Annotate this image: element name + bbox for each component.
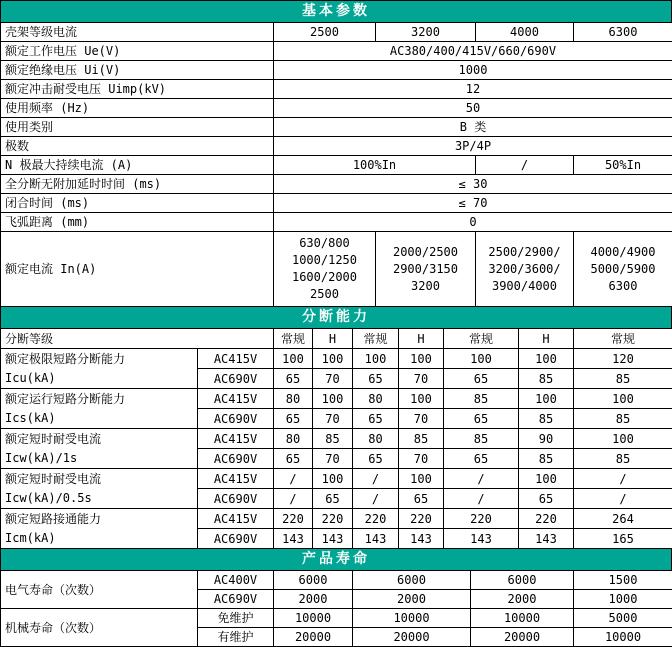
value-line: 1000/1250	[275, 252, 374, 269]
value-cell: 65	[274, 409, 313, 429]
voltage-sub-label: AC690V	[198, 449, 274, 469]
value-cell: 120	[574, 349, 672, 369]
row-label-name: 额定运行短路分断能力	[5, 390, 196, 409]
row-label: 壳架等级电流	[1, 23, 274, 42]
voltage-sub-label: AC400V	[198, 571, 274, 590]
value-cell: 65	[313, 489, 353, 509]
row-label: 使用类别	[1, 118, 274, 137]
value-cell: 70	[399, 369, 444, 389]
row-label: 分断等级	[1, 329, 274, 349]
row-label: 电气寿命（次数）	[1, 571, 198, 609]
value-cell: 70	[313, 409, 353, 429]
table-row	[1, 137, 672, 156]
table-row	[1, 329, 672, 349]
value-cell: 70	[399, 449, 444, 469]
row-label: 额定冲击耐受电压 Uimp(kV)	[1, 80, 274, 99]
value-cell: 10000	[274, 609, 353, 628]
value-cell: 65	[353, 449, 399, 469]
grade-header-cell: 常规	[274, 329, 313, 349]
voltage-sub-label: AC690V	[198, 529, 274, 549]
row-label-code: Icu(kA)	[5, 369, 196, 388]
value-cell: 100	[399, 469, 444, 489]
row-label-name: 额定短路接通能力	[5, 510, 196, 529]
row-label-name: 额定短时耐受电流	[5, 430, 196, 449]
value-cell: 2000	[274, 590, 353, 609]
value-cell: 85	[519, 369, 574, 389]
value-line: 6300	[575, 278, 671, 295]
value-cell	[376, 232, 476, 307]
value-line: 1600/2000	[275, 269, 374, 286]
grade-header-cell: H	[399, 329, 444, 349]
value-cell: 85	[313, 429, 353, 449]
value-cell: 65	[444, 449, 519, 469]
table-row	[1, 61, 672, 80]
value-cell: /	[574, 469, 672, 489]
table-row	[1, 175, 672, 194]
value-cell: 80	[353, 389, 399, 409]
row-label-name: 额定短时耐受电流	[5, 470, 196, 489]
value-cell: 0	[274, 213, 672, 232]
value-cell: /	[574, 489, 672, 509]
value-cell: /	[274, 469, 313, 489]
table-row	[1, 232, 672, 307]
value-cell: ≤ 30	[274, 175, 672, 194]
value-cell: /	[444, 489, 519, 509]
value-cell	[476, 232, 574, 307]
value-cell	[274, 232, 376, 307]
value-cell: 100	[399, 349, 444, 369]
value-line: 3200/3600/	[477, 261, 572, 278]
value-cell: 85	[444, 429, 519, 449]
voltage-sub-label: AC415V	[198, 349, 274, 369]
value-cell: /	[444, 469, 519, 489]
row-label: 闭合时间 (ms)	[1, 194, 274, 213]
value-cell: 85	[574, 409, 672, 429]
basic-params-table	[0, 22, 672, 307]
voltage-sub-label: AC415V	[198, 389, 274, 409]
value-cell: 220	[399, 509, 444, 529]
value-cell: 3P/4P	[274, 137, 672, 156]
value-cell: 85	[519, 449, 574, 469]
grade-header-cell: 常规	[444, 329, 519, 349]
value-line: 3200	[377, 278, 474, 295]
table-row	[1, 80, 672, 99]
maintenance-sub-label: 有维护	[198, 628, 274, 647]
row-label: 使用频率 (Hz)	[1, 99, 274, 118]
value-cell: 100	[313, 349, 353, 369]
row-label-code: Icm(kA)	[5, 529, 196, 548]
row-label	[1, 389, 198, 429]
value-cell: 143	[313, 529, 353, 549]
value-cell: 100	[444, 349, 519, 369]
table-row	[1, 213, 672, 232]
section-header-basic-params: 基本参数	[0, 0, 672, 23]
grade-header-cell: H	[519, 329, 574, 349]
value-cell: 100	[519, 389, 574, 409]
voltage-sub-label: AC415V	[198, 429, 274, 449]
table-row	[1, 194, 672, 213]
value-cell: 100	[574, 389, 672, 409]
value-cell: 143	[399, 529, 444, 549]
row-label	[1, 349, 198, 389]
value-cell: 65	[353, 369, 399, 389]
section-header-product-life: 产品寿命	[0, 548, 672, 571]
voltage-sub-label: AC690V	[198, 590, 274, 609]
value-cell: 80	[274, 389, 313, 409]
value-cell: 70	[313, 369, 353, 389]
value-line: 2000/2500	[377, 244, 474, 261]
row-label: 机械寿命（次数）	[1, 609, 198, 647]
row-label-code: Icw(kA)/0.5s	[5, 489, 196, 508]
value-cell: 65	[399, 489, 444, 509]
value-line: 5000/5900	[575, 261, 671, 278]
value-cell: 20000	[274, 628, 353, 647]
value-cell: 220	[353, 509, 399, 529]
value-cell: 90	[519, 429, 574, 449]
row-label: N 极最大持续电流 (A)	[1, 156, 274, 175]
row-label-code: Ics(kA)	[5, 409, 196, 428]
row-label-name: 额定极限短路分断能力	[5, 350, 196, 369]
value-cell: 65	[444, 369, 519, 389]
value-line: 2500	[275, 286, 374, 303]
value-cell: 12	[274, 80, 672, 99]
value-cell: 6000	[274, 571, 353, 590]
row-label	[1, 509, 198, 549]
value-cell: 5000	[574, 609, 672, 628]
value-cell: 2000	[353, 590, 471, 609]
value-cell: 50	[274, 99, 672, 118]
row-label	[1, 469, 198, 509]
value-cell: 65	[274, 369, 313, 389]
value-cell: /	[476, 156, 574, 175]
value-cell: 65	[444, 409, 519, 429]
grade-header-cell: 常规	[353, 329, 399, 349]
voltage-sub-label: AC690V	[198, 409, 274, 429]
value-cell: /	[274, 489, 313, 509]
value-cell: 100	[519, 349, 574, 369]
value-cell: 85	[444, 389, 519, 409]
maintenance-sub-label: 免维护	[198, 609, 274, 628]
value-cell: 100	[274, 349, 313, 369]
value-cell: 85	[574, 369, 672, 389]
value-cell: 65	[519, 489, 574, 509]
row-label: 额定工作电压 Ue(V)	[1, 42, 274, 61]
row-label: 额定电流 In(A)	[1, 232, 274, 307]
value-cell: 70	[399, 409, 444, 429]
row-label: 飞弧距离 (mm)	[1, 213, 274, 232]
value-cell: 6000	[353, 571, 471, 590]
product-life-table	[0, 570, 672, 647]
value-cell: 165	[574, 529, 672, 549]
grade-header-cell: 常规	[574, 329, 672, 349]
value-cell: 220	[519, 509, 574, 529]
value-cell: 100	[574, 429, 672, 449]
value-cell: 85	[399, 429, 444, 449]
value-cell: 1000	[274, 61, 672, 80]
voltage-sub-label: AC415V	[198, 469, 274, 489]
table-row	[1, 389, 672, 409]
value-cell: 264	[574, 509, 672, 529]
table-row	[1, 23, 672, 42]
value-cell: 1500	[574, 571, 672, 590]
table-row	[1, 429, 672, 449]
breaking-capacity-table	[0, 328, 672, 549]
row-label: 全分断无附加延时时间 (ms)	[1, 175, 274, 194]
value-cell: 100	[399, 389, 444, 409]
value-cell: B 类	[274, 118, 672, 137]
value-cell: /	[353, 469, 399, 489]
value-cell: 6000	[471, 571, 574, 590]
value-cell: 10000	[574, 628, 672, 647]
value-cell: 4000	[476, 23, 574, 42]
grade-header-cell: H	[313, 329, 353, 349]
value-cell: 143	[353, 529, 399, 549]
value-cell: 1000	[574, 590, 672, 609]
value-cell: 143	[519, 529, 574, 549]
value-cell: 220	[274, 509, 313, 529]
value-cell: 80	[353, 429, 399, 449]
value-cell: /	[353, 489, 399, 509]
value-cell: AC380/400/415V/660/690V	[274, 42, 672, 61]
value-cell: 100	[353, 349, 399, 369]
row-label: 额定绝缘电压 Ui(V)	[1, 61, 274, 80]
value-cell: 80	[274, 429, 313, 449]
table-row	[1, 42, 672, 61]
value-line: 3900/4000	[477, 278, 572, 295]
value-cell: ≤ 70	[274, 194, 672, 213]
row-label	[1, 429, 198, 469]
row-label-code: Icw(kA)/1s	[5, 449, 196, 468]
table-row	[1, 349, 672, 369]
table-row	[1, 571, 672, 590]
value-cell	[574, 232, 672, 307]
value-cell: 220	[313, 509, 353, 529]
value-cell: 10000	[471, 609, 574, 628]
table-row	[1, 469, 672, 489]
value-cell: 2000	[471, 590, 574, 609]
section-header-breaking-capacity: 分断能力	[0, 306, 672, 329]
table-row	[1, 99, 672, 118]
value-cell: 100%In	[274, 156, 476, 175]
table-row	[1, 609, 672, 628]
value-cell: 100	[519, 469, 574, 489]
value-cell: 100	[313, 469, 353, 489]
value-cell: 20000	[353, 628, 471, 647]
voltage-sub-label: AC690V	[198, 489, 274, 509]
value-cell: 100	[313, 389, 353, 409]
value-cell: 220	[444, 509, 519, 529]
value-cell: 85	[519, 409, 574, 429]
value-cell: 20000	[471, 628, 574, 647]
value-cell: 143	[274, 529, 313, 549]
value-line: 630/800	[275, 235, 374, 252]
table-row	[1, 118, 672, 137]
value-line: 4000/4900	[575, 244, 671, 261]
value-cell: 3200	[376, 23, 476, 42]
value-cell: 65	[274, 449, 313, 469]
table-row	[1, 509, 672, 529]
value-cell: 65	[353, 409, 399, 429]
value-cell: 2500	[274, 23, 376, 42]
value-cell: 143	[444, 529, 519, 549]
value-cell: 50%In	[574, 156, 672, 175]
voltage-sub-label: AC690V	[198, 369, 274, 389]
value-cell: 10000	[353, 609, 471, 628]
table-row	[1, 156, 672, 175]
row-label: 极数	[1, 137, 274, 156]
value-cell: 6300	[574, 23, 672, 42]
value-line: 2500/2900/	[477, 244, 572, 261]
value-cell: 70	[313, 449, 353, 469]
value-cell: 85	[574, 449, 672, 469]
voltage-sub-label: AC415V	[198, 509, 274, 529]
value-line: 2900/3150	[377, 261, 474, 278]
